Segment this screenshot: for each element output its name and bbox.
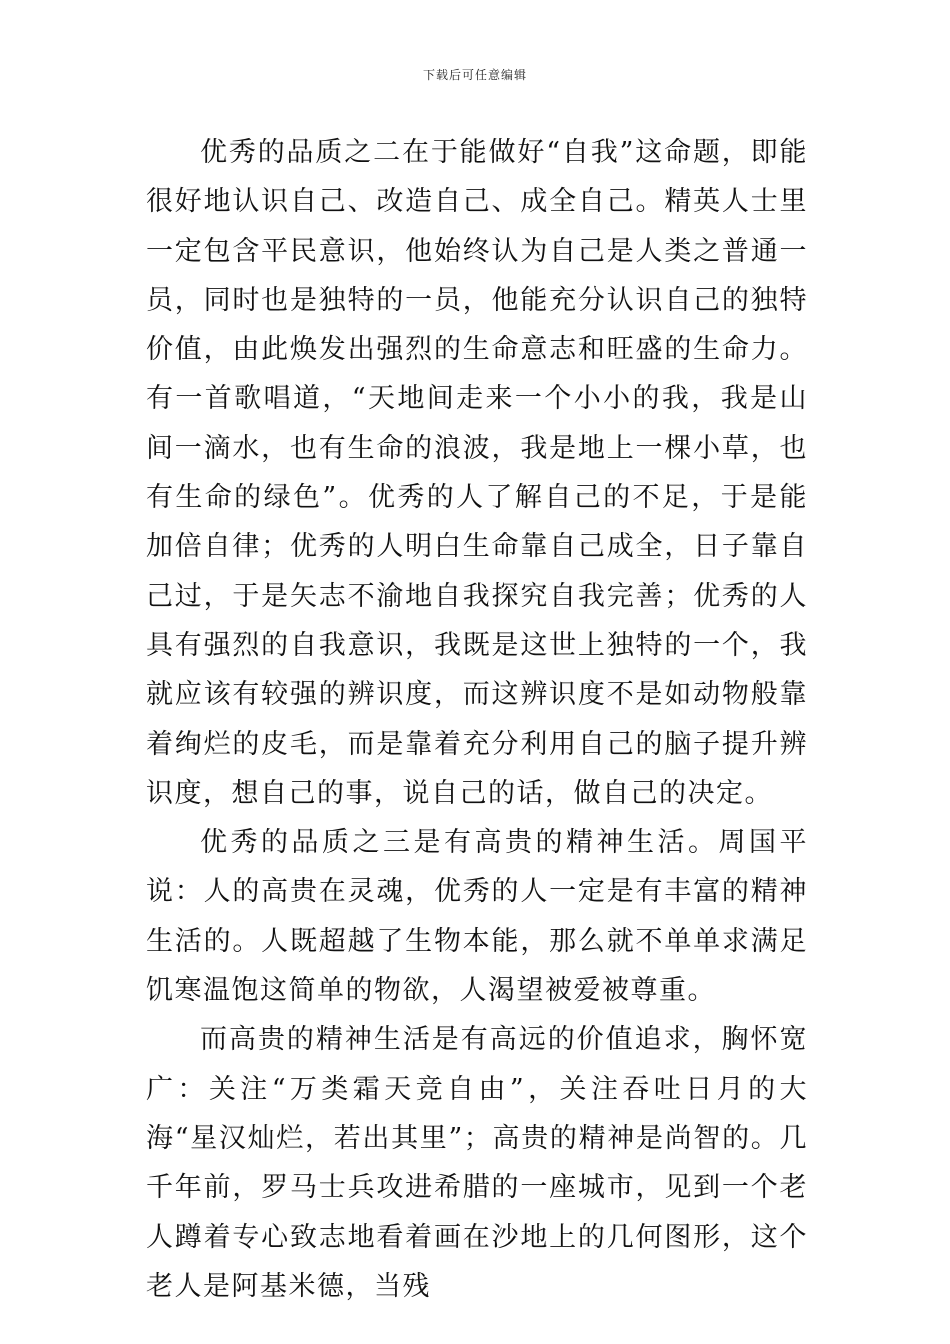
paragraph-quality-two: 优秀的品质之二在于能做好“自我”这命题，即能很好地认识自己、改造自己、成全自己。精英人士里一定包含平民意识，他始终认为自己是人类之普通一员，同时也是独特的一员，他能充分认识自己的独特价值，由此焕发出强烈的生命意志和旺盛的生命力。有一首歌唱道，“天地间走来一个小小的我，我是山间一滴水，也有生命的浪波，我是地上一棵小草，也有生命的绿色”。优秀的人了解自己的不足，于是能加倍自律；优秀的人明白生命靠自己成全，日子靠自己过，于是矢志不渝地自我探究自我完善；优秀的人具有强烈的自我意识，我既是这世上独特的一个，我就应该有较强的辨识度，而这辨识度不是如动物般靠着绚烂的皮毛，而是靠着充分利用自己的脑子提升辨识度，想自己的事，说自己的话，做自己的决定。 bbox=[146, 137, 808, 809]
document-body bbox=[146, 128, 808, 1311]
paragraph-noble-spirit: 而高贵的精神生活是有高远的价值追求，胸怀宽广：关注“万类霜天竞自由”，关注吞吐日月的大海“星汉灿烂，若出其里”；高贵的精神是尚智的。几千年前，罗马士兵攻进希腊的一座城市，见到一个老人蹲着专心致志地看着画在沙地上的几何图形，这个老人是阿基米德，当残 bbox=[146, 1024, 808, 1302]
page-header: 下载后可任意编辑 bbox=[422, 68, 527, 82]
paragraph-quality-three: 优秀的品质之三是有高贵的精神生活。周国平说：人的高贵在灵魂，优秀的人一定是有丰富的精神生活的。人既超越了生物本能，那么就不单单求满足饥寒温饱这简单的物欲，人渴望被爱被尊重。 bbox=[146, 827, 808, 1007]
